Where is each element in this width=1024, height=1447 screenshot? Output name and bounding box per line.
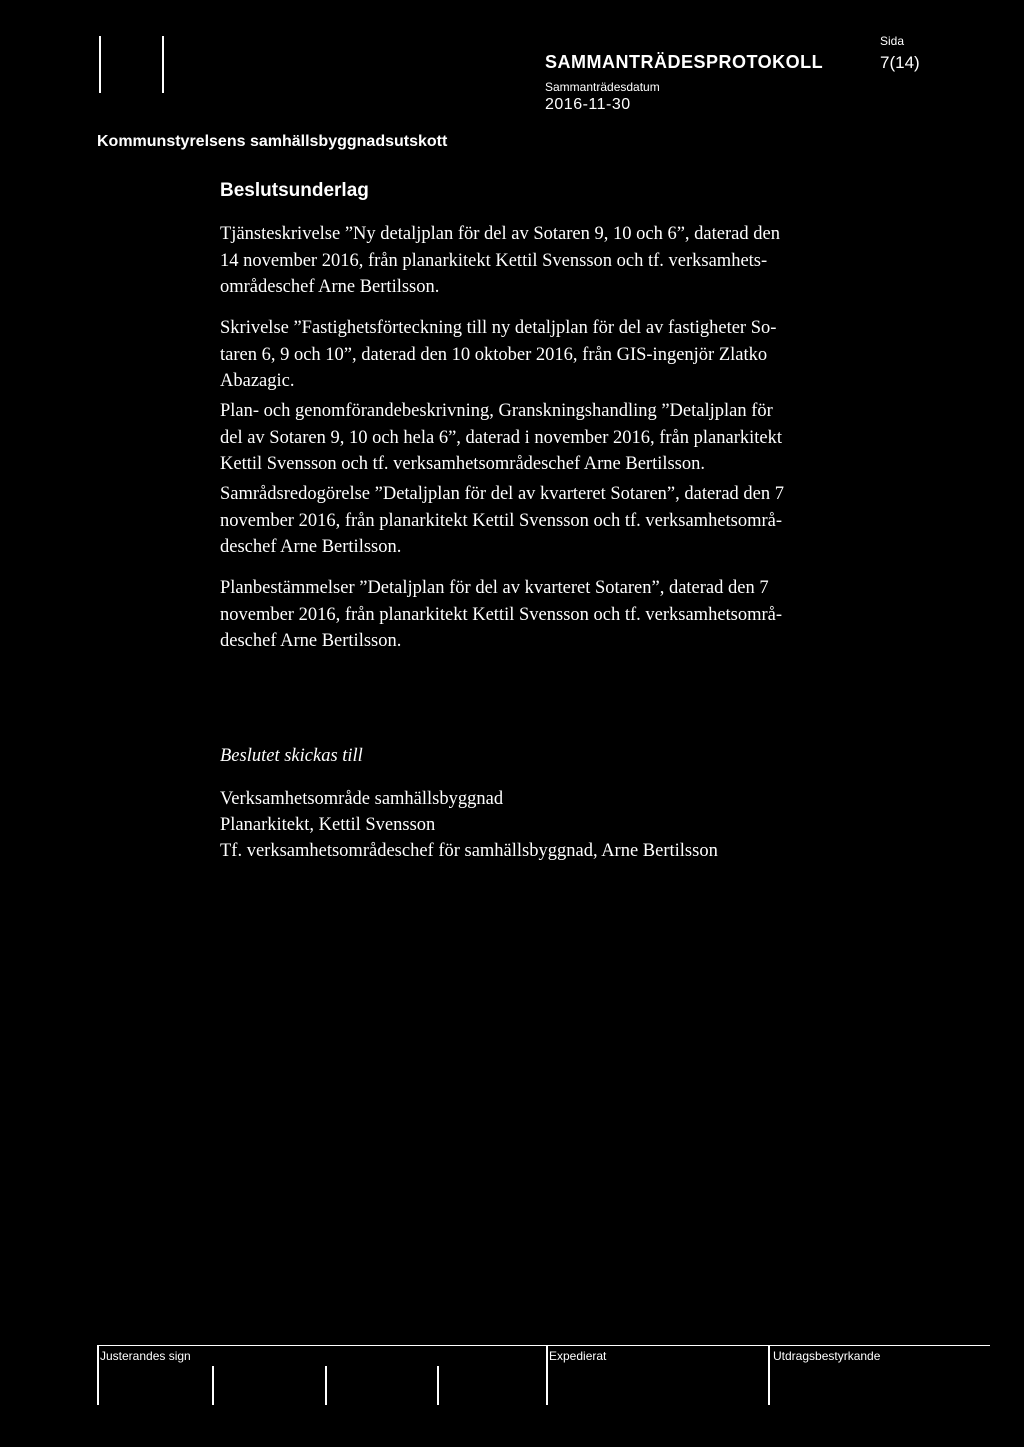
paragraph xyxy=(220,315,860,395)
paragraph-line: november 2016, från planarkitekt Kettil Svensson och tf. verksamhetsområ- xyxy=(220,510,783,531)
paragraph-line: november 2016, från planarkitekt Kettil Svensson och tf. verksamhetsområ- xyxy=(220,604,783,625)
meeting-date: 2016-11-30 xyxy=(545,96,631,113)
paragraph xyxy=(220,221,860,301)
paragraph-line: deschef Arne Bertilsson. xyxy=(220,537,402,558)
paragraph-line: taren 6, 9 och 10”, daterad den 10 oktober 2016, från GIS-ingenjör Zlatko xyxy=(220,344,768,365)
paragraph-line: Abazagic. xyxy=(220,371,295,392)
footer-divider xyxy=(437,1366,439,1405)
header-rule-right xyxy=(162,36,164,93)
recipient-item: Verksamhetsområde samhällsbyggnad xyxy=(220,789,504,809)
recipient-item: Planarkitekt, Kettil Svensson xyxy=(220,815,436,835)
paragraph-line: deschef Arne Bertilsson. xyxy=(220,631,402,652)
dispatched-label: Expedierat xyxy=(549,1349,607,1363)
paragraph-line: Skrivelse ”Fastighetsförteckning till ny detaljplan för del av fastigheter So- xyxy=(220,318,777,338)
document-title: SAMMANTRÄDESPROTOKOLL xyxy=(545,52,824,72)
paragraph-line: Planbestämmelser ”Detaljplan för del av kvarteret Sotaren”, daterad den 7 xyxy=(220,578,769,598)
paragraph-line: 14 november 2016, från planarkitekt Kettil Svensson och tf. verksamhets- xyxy=(220,250,768,271)
footer-divider xyxy=(768,1345,770,1405)
paragraph xyxy=(220,398,860,478)
paragraph-line: Samrådsredogörelse ”Detaljplan för del av kvarteret Sotaren”, daterad den 7 xyxy=(220,484,785,504)
meeting-date-label: Sammanträdesdatum xyxy=(545,80,660,94)
header-rule-left xyxy=(99,36,101,93)
paragraph-line: Tjänsteskrivelse ”Ny detaljplan för del av Sotaren 9, 10 och 6”, daterad den xyxy=(220,224,780,244)
footer-divider xyxy=(212,1366,214,1405)
footer-divider xyxy=(97,1345,99,1405)
recipient-item: Tf. verksamhetsområdeschef för samhällsbyggnad, Arne Bertilsson xyxy=(220,841,718,861)
extract-certified-label: Utdragsbestyrkande xyxy=(773,1349,881,1363)
footer-divider xyxy=(325,1366,327,1405)
footer-rule xyxy=(97,1345,990,1346)
paragraph xyxy=(220,481,860,561)
initials-label: Justerandes sign xyxy=(100,1349,191,1363)
page-number: 7(14) xyxy=(880,53,920,72)
distribution-heading: Beslutet skickas till xyxy=(220,746,363,766)
page-label: Sida xyxy=(880,34,905,48)
paragraph-line: Plan- och genomförandebeskrivning, Granskningshandling ”Detaljplan för xyxy=(220,401,773,421)
paragraph-line: del av Sotaren 9, 10 och hela 6”, daterad i november 2016, från planarkitekt xyxy=(220,427,782,448)
paragraph-line: Kettil Svensson och tf. verksamhetsområdeschef Arne Bertilsson. xyxy=(220,454,706,475)
section-heading: Beslutsunderlag xyxy=(220,180,369,201)
paragraph-line: områdeschef Arne Bertilsson. xyxy=(220,277,440,298)
committee-name: Kommunstyrelsens samhällsbyggnadsutskott xyxy=(97,133,448,150)
paragraph xyxy=(220,575,860,655)
footer-divider xyxy=(546,1345,548,1405)
